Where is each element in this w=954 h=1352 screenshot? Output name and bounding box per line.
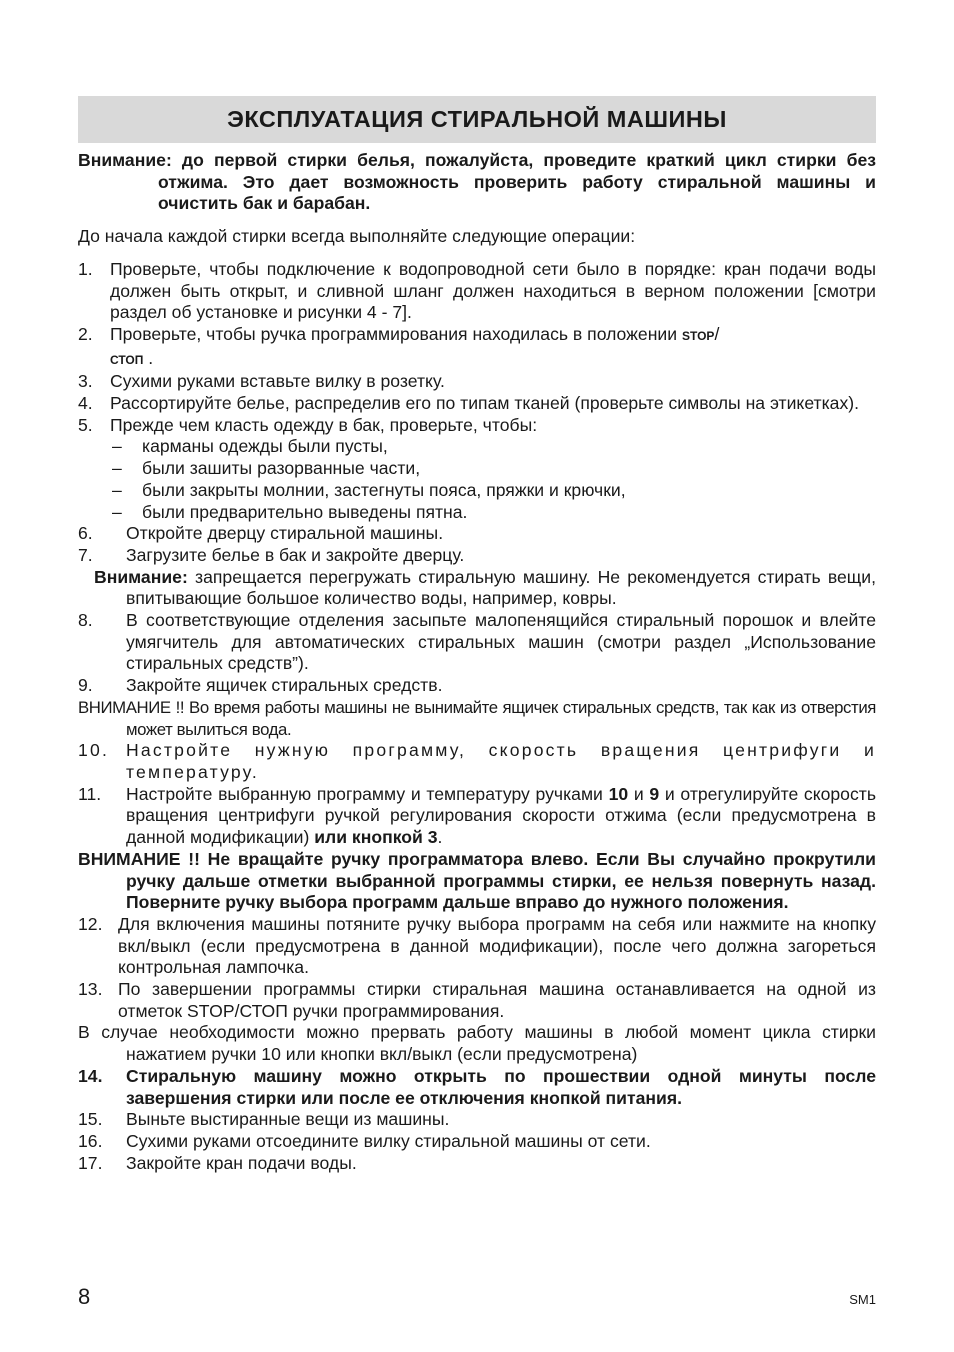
list-item: 10. Настройте нужную программу, скорость вращения центрифуги и температуру. [78,740,876,782]
list-item: 13. По завершении программы стирки стиральная машина останавливается на одной из отметок STOP/СТОП ручки программирования. [78,979,876,1021]
list-item: 2. Проверьте, чтобы ручка программирования находилась в положении STOP/ СТОП . [78,323,720,368]
intro-text: До начала каждой стирки всегда выполняйте следующие операции: [78,226,636,247]
list-item: 5. Прежде чем класть одежду в бак, проверьте, чтобы: [78,414,538,435]
list-item: 4. Рассортируйте белье, распределив его по типам тканей (проверьте символы на этикетках). [78,393,859,414]
list-item: 3. Сухими руками вставьте вилку в розетку. [78,371,445,392]
list-item: 8. В соответствующие отделения засыпьте малопенящийся стиральный порошок и влейте умягчитель для автоматических стиральных машин (смотри раздел „Использование стиральных средств”). [78,610,876,674]
list-item: 15. Выньте выстиранные вещи из машины. [78,1109,450,1130]
document-body [78,150,876,1174]
note-overload: Внимание: запрещается перегружать стиральную машину. Не рекомендуется стирать вещи, впитывающие большое количество воды, например, ковры. [94,566,876,609]
title-bar [78,96,876,143]
stop-ru-label: СТОП [110,352,144,367]
list-item: 11. Настройте выбранную программу и температуру ручками 10 и 9 и отрегулируйте скорость вращения центрифуги ручкой регулирования скорости отжима (если предусмотрена в данной модификации) или кнопкой 3. [78,783,876,848]
list-item: 9. Закройте ящичек стиральных средств. [78,675,443,696]
list-item: 6. Откройте дверцу стиральной машины. [78,523,444,544]
note-interrupt: В случае необходимости можно прервать работу машины в любой момент цикла стирки нажатием ручки 10 или кнопки вкл/выкл (если предусмотрена) [78,1022,876,1065]
warning-first-wash: Внимание: до первой стирки белья, пожалуйста, проведите краткий цикл стирки без отжима. Это дает возможность проверить работу стиральной машины и очистить бак и барабан. [78,150,876,214]
page-number: 8 [78,1284,91,1309]
list-item: 12. Для включения машины потяните ручку выбора программ на себя или нажмите на кнопку вкл/выкл (если предусмотрена в данной модификации), после чего должна загореться контрольная лампочка. [78,913,876,978]
list-item: 17. Закройте кран подачи воды. [78,1152,357,1173]
stop-label: STOP [681,328,715,343]
list-item: 1. Проверьте, чтобы подключение к водопроводной сети было в порядке: кран подачи воды должен быть открыт, и сливной шланг должен находиться в верном положении [смотри раздел об установке и рисунки 4 - 7]. [78,258,876,323]
page-title: ЭКСПЛУАТАЦИЯ СТИРАЛЬНОЙ МАШИНЫ [227,106,727,132]
dash-item: – были предварительно выведены пятна. [112,501,468,522]
list-item: 14. Стиральную машину можно открыть по прошествии одной минуты после завершения стирки или после ее отключения кнопкой питания. [78,1065,876,1108]
dash-item: – были зашиты разорванные части, [112,458,421,479]
note-drawer: ВНИМАНИЕ !! Во время работы машины не вынимайте ящичек стиральных средств, так как из отверстия может вылиться вода. [78,697,876,739]
list-item: 16. Сухими руками отсоедините вилку стиральной машины от сети. [78,1130,651,1151]
warning-knob: ВНИМАНИЕ !! Не вращайте ручку программатора влево. Если Вы случайно прокрутили ручку дальше отметки выбранной программы стирки, ее нельзя повернуть назад. Поверните ручку выбора программ дальше вправо до нужного положения. [78,848,876,913]
list-item: 7. Загрузите белье в бак и закройте дверцу. [78,544,465,565]
dash-item: – карманы одежды были пусты, [112,436,388,457]
dash-item: – были закрыты молнии, застегнуты пояса, пряжки и крючки, [112,479,626,500]
document-code: SM1 [849,1292,876,1307]
